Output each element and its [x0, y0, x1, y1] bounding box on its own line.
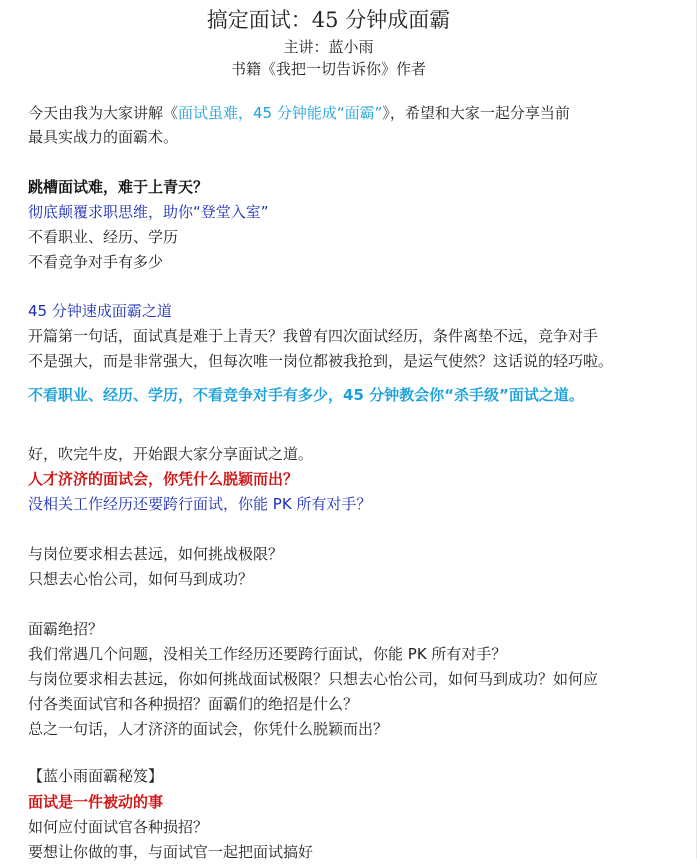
document-title: 搞定面试：45 分钟成面霸 — [206, 8, 451, 32]
author-note: 书籍《我把一切告诉你》作者 — [230, 60, 426, 78]
section5-line-4: 总之一句话，人才济济的面试会，你凭什么脱颖而出？ — [28, 720, 389, 738]
section3-red-heading: 人才济济的面试会，你凭什么脱颖而出？ — [28, 470, 299, 488]
section4-line-1: 与岗位要求相去甚远，如何挑战极限？ — [28, 545, 284, 563]
intro-line-2: 最具实战力的面霸术。 — [28, 128, 179, 146]
section5-heading: 面霸绝招？ — [28, 620, 104, 638]
section6-heading: 【蓝小雨面霸秘笈】 — [28, 767, 164, 785]
section1-line-2: 不看竞争对手有多少 — [28, 253, 164, 271]
section4-line-2: 只想去心怡公司，如何马到成功？ — [28, 570, 254, 588]
section2-line-1: 开篇第一句话，面试真是难于上青天？我曾有四次面试经历，条件离垫不远，竞争对手 — [28, 327, 599, 345]
section5-line-2: 与岗位要求相去甚远，你如何挑战面试极限？只想去心怡公司，如何马到成功？如何应 — [28, 670, 599, 688]
section6-line-2: 要想让你做的事，与面试官一起把面试搞好 — [28, 843, 314, 861]
section3-line-1: 好，吹完牛皮，开始跟大家分享面试之道。 — [28, 445, 314, 463]
section1-line-1: 不看职业、经历、学历 — [28, 228, 179, 246]
section2-highlight: 不看职业、经历、学历，不看竞争对手有多少，45 分钟教会你“杀手级”面试之道。 — [28, 386, 584, 404]
intro-suffix: 》，希望和大家一起分享当前 — [382, 104, 570, 122]
course-title-link[interactable]: 面试虽难，45 分钟能成“面霸” — [178, 104, 383, 122]
section1-subheading: 彻底颠覆求职思维，助你“登堂入室” — [28, 203, 269, 221]
section2-heading: 45 分钟速成面霸之道 — [28, 302, 172, 320]
section6-line-1: 如何应付面试官各种损招？ — [28, 818, 209, 836]
section5-line-3: 付各类面试官和各种损招？面霸们的绝招是什么？ — [28, 695, 359, 713]
section6-red-heading: 面试是一件被动的事 — [28, 793, 164, 811]
section5-line-1: 我们常遇几个问题，没相关工作经历还要跨行面试，你能 PK 所有对手？ — [28, 645, 507, 663]
section1-heading: 跳槽面试难，难于上青天？ — [28, 178, 209, 196]
section2-line-2: 不是强大，而是非常强大，但每次唯一岗位都被我抢到，是运气使然？这话说的轻巧啦。 — [28, 352, 614, 370]
intro-line-1 — [28, 101, 570, 125]
section3-blue-line: 没相关工作经历还要跨行面试，你能 PK 所有对手？ — [28, 495, 372, 513]
speaker-line: 主讲：蓝小雨 — [283, 38, 374, 56]
intro-prefix: 今天由我为大家讲解《 — [28, 104, 179, 122]
